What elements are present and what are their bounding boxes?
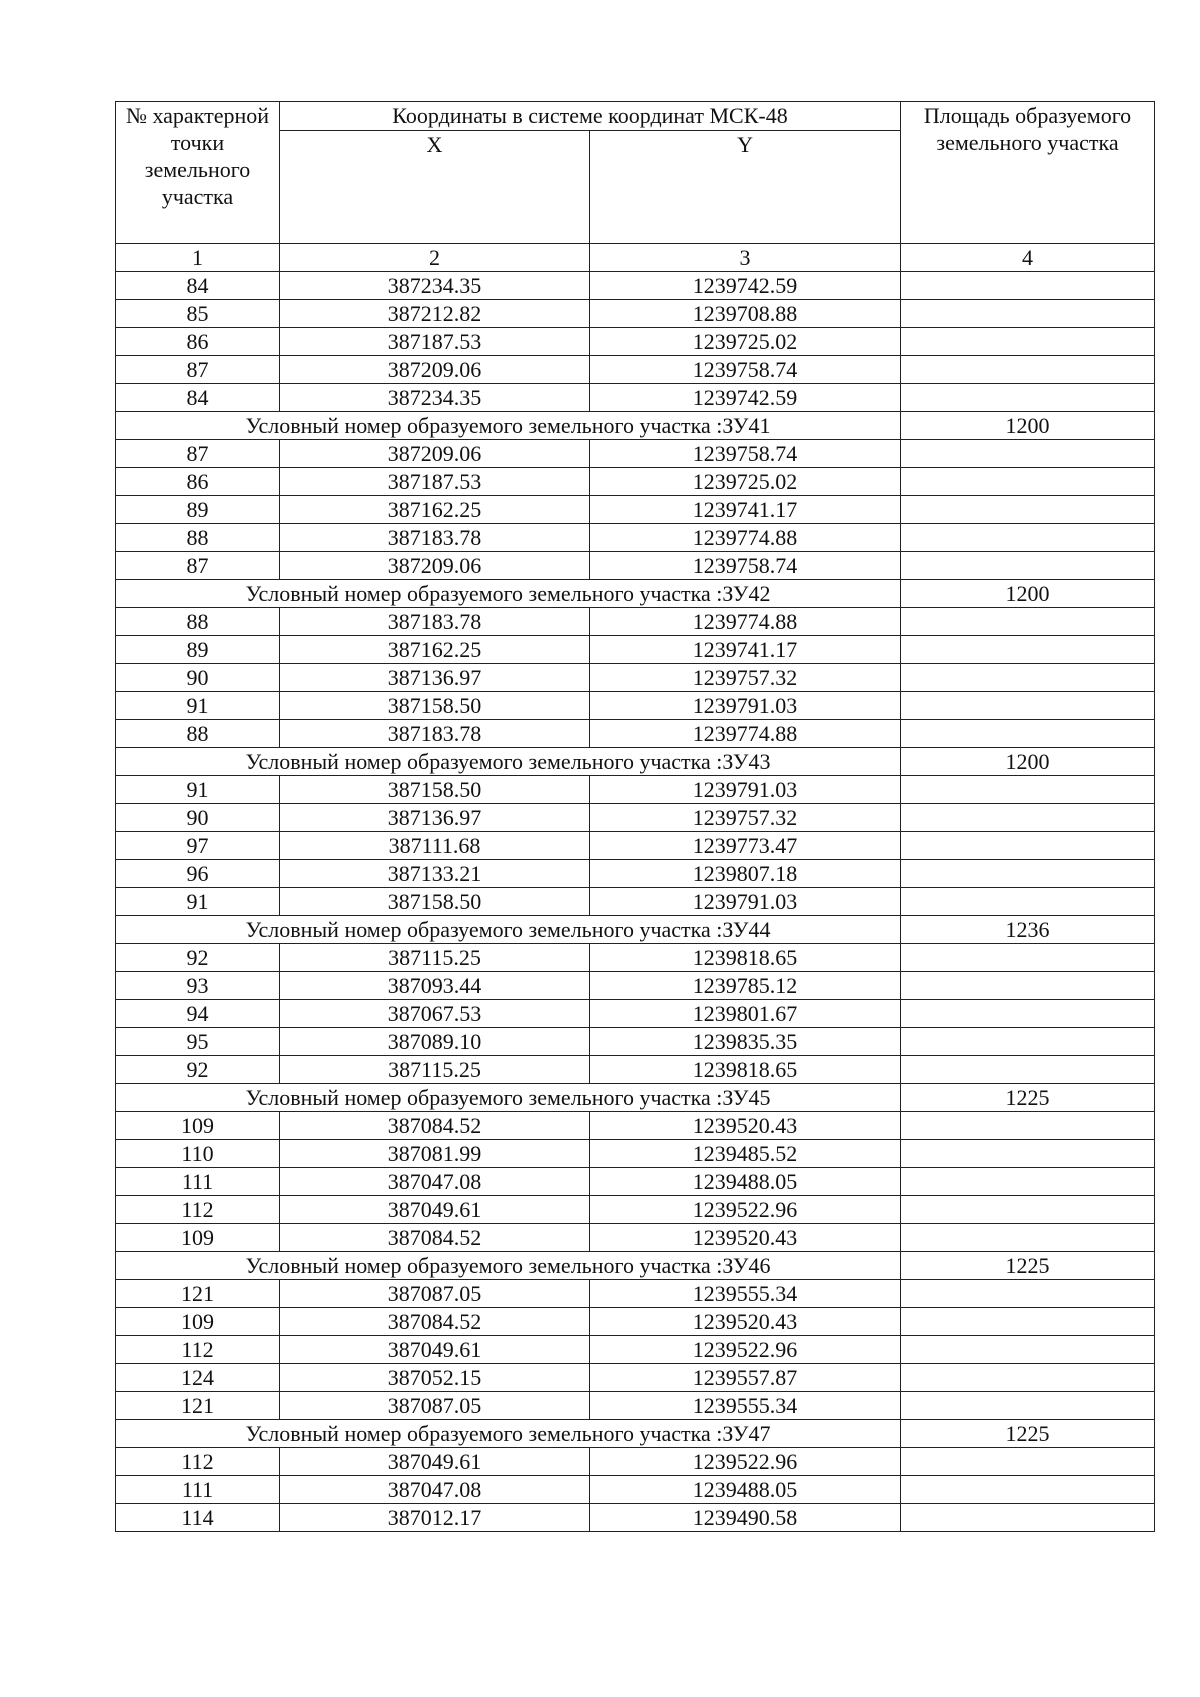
x-coordinate-cell: 387089.10 xyxy=(280,1028,590,1056)
area-cell xyxy=(901,552,1155,580)
parcel-label: Условный номер образуемого земельного участка :ЗУ46 xyxy=(116,1252,901,1280)
table-row xyxy=(116,300,1155,328)
x-coordinate-cell: 387133.21 xyxy=(280,860,590,888)
point-number-cell: 109 xyxy=(116,1112,280,1140)
x-coordinate-cell: 387158.50 xyxy=(280,888,590,916)
x-coordinate-cell: 387087.05 xyxy=(280,1280,590,1308)
area-cell xyxy=(901,384,1155,412)
point-number-cell: 93 xyxy=(116,972,280,1000)
area-cell xyxy=(901,300,1155,328)
parcel-label: Условный номер образуемого земельного участка :ЗУ44 xyxy=(116,916,901,944)
x-coordinate-cell: 387084.52 xyxy=(280,1308,590,1336)
table-row xyxy=(116,1476,1155,1504)
x-coordinate-cell: 387084.52 xyxy=(280,1224,590,1252)
point-number-cell: 92 xyxy=(116,1056,280,1084)
table-row xyxy=(116,1224,1155,1252)
x-coordinate-cell: 387209.06 xyxy=(280,552,590,580)
x-coordinate-cell: 387111.68 xyxy=(280,832,590,860)
y-coordinate-cell: 1239757.32 xyxy=(590,804,901,832)
parcel-area: 1225 xyxy=(901,1420,1155,1448)
area-cell xyxy=(901,608,1155,636)
area-cell xyxy=(901,944,1155,972)
area-cell xyxy=(901,832,1155,860)
parcel-label: Условный номер образуемого земельного участка :ЗУ41 xyxy=(116,412,901,440)
x-coordinate-cell: 387049.61 xyxy=(280,1336,590,1364)
point-number-cell: 88 xyxy=(116,608,280,636)
point-number-cell: 121 xyxy=(116,1280,280,1308)
parcel-caption-row xyxy=(116,1252,1155,1280)
area-cell xyxy=(901,1280,1155,1308)
y-coordinate-cell: 1239520.43 xyxy=(590,1308,901,1336)
point-number-cell: 112 xyxy=(116,1448,280,1476)
table-row xyxy=(116,720,1155,748)
y-coordinate-cell: 1239555.34 xyxy=(590,1392,901,1420)
column-number-3: 3 xyxy=(590,244,901,272)
column-number-2: 2 xyxy=(280,244,590,272)
table-row xyxy=(116,1028,1155,1056)
table-row xyxy=(116,888,1155,916)
table-row xyxy=(116,692,1155,720)
area-cell xyxy=(901,468,1155,496)
x-coordinate-cell: 387183.78 xyxy=(280,524,590,552)
area-cell xyxy=(901,1112,1155,1140)
y-coordinate-cell: 1239758.74 xyxy=(590,552,901,580)
column-number-1: 1 xyxy=(116,244,280,272)
parcel-label: Условный номер образуемого земельного участка :ЗУ45 xyxy=(116,1084,901,1112)
point-number-cell: 91 xyxy=(116,888,280,916)
point-number-cell: 112 xyxy=(116,1196,280,1224)
x-coordinate-cell: 387183.78 xyxy=(280,720,590,748)
y-coordinate-cell: 1239741.17 xyxy=(590,636,901,664)
coordinates-table xyxy=(115,101,1155,1532)
x-coordinate-cell: 387049.61 xyxy=(280,1448,590,1476)
y-coordinate-cell: 1239725.02 xyxy=(590,328,901,356)
table-row xyxy=(116,524,1155,552)
area-cell xyxy=(901,356,1155,384)
y-coordinate-cell: 1239742.59 xyxy=(590,272,901,300)
point-number-cell: 111 xyxy=(116,1476,280,1504)
y-coordinate-cell: 1239785.12 xyxy=(590,972,901,1000)
parcel-label: Условный номер образуемого земельного участка :ЗУ47 xyxy=(116,1420,901,1448)
area-cell xyxy=(901,1448,1155,1476)
parcel-label: Условный номер образуемого земельного участка :ЗУ42 xyxy=(116,580,901,608)
table-row xyxy=(116,1056,1155,1084)
x-coordinate-cell: 387049.61 xyxy=(280,1196,590,1224)
y-coordinate-cell: 1239725.02 xyxy=(590,468,901,496)
table-row xyxy=(116,1112,1155,1140)
x-coordinate-cell: 387115.25 xyxy=(280,944,590,972)
area-cell xyxy=(901,776,1155,804)
x-coordinate-cell: 387212.82 xyxy=(280,300,590,328)
y-coordinate-cell: 1239742.59 xyxy=(590,384,901,412)
table-row xyxy=(116,1280,1155,1308)
table-row xyxy=(116,1168,1155,1196)
header-y: Y xyxy=(590,131,901,244)
y-coordinate-cell: 1239520.43 xyxy=(590,1224,901,1252)
point-number-cell: 86 xyxy=(116,468,280,496)
point-number-cell: 124 xyxy=(116,1364,280,1392)
table-row xyxy=(116,664,1155,692)
table-row xyxy=(116,1448,1155,1476)
area-cell xyxy=(901,972,1155,1000)
x-coordinate-cell: 387115.25 xyxy=(280,1056,590,1084)
table-row xyxy=(116,608,1155,636)
x-coordinate-cell: 387234.35 xyxy=(280,272,590,300)
table-row xyxy=(116,1308,1155,1336)
parcel-area: 1236 xyxy=(901,916,1155,944)
y-coordinate-cell: 1239485.52 xyxy=(590,1140,901,1168)
point-number-cell: 86 xyxy=(116,328,280,356)
point-number-cell: 91 xyxy=(116,776,280,804)
table-row xyxy=(116,972,1155,1000)
area-cell xyxy=(901,1476,1155,1504)
x-coordinate-cell: 387209.06 xyxy=(280,356,590,384)
table-row xyxy=(116,1000,1155,1028)
table-row xyxy=(116,1364,1155,1392)
point-number-cell: 84 xyxy=(116,272,280,300)
table-row xyxy=(116,776,1155,804)
x-coordinate-cell: 387136.97 xyxy=(280,804,590,832)
x-coordinate-cell: 387234.35 xyxy=(280,384,590,412)
x-coordinate-cell: 387136.97 xyxy=(280,664,590,692)
area-cell xyxy=(901,804,1155,832)
point-number-cell: 96 xyxy=(116,860,280,888)
table-row xyxy=(116,944,1155,972)
x-coordinate-cell: 387158.50 xyxy=(280,776,590,804)
x-coordinate-cell: 387187.53 xyxy=(280,468,590,496)
area-cell xyxy=(901,1056,1155,1084)
table-row xyxy=(116,272,1155,300)
area-cell xyxy=(901,1168,1155,1196)
point-number-cell: 87 xyxy=(116,552,280,580)
parcel-area: 1225 xyxy=(901,1252,1155,1280)
area-cell xyxy=(901,524,1155,552)
parcel-caption-row xyxy=(116,916,1155,944)
area-cell xyxy=(901,692,1155,720)
table-row xyxy=(116,384,1155,412)
x-coordinate-cell: 387047.08 xyxy=(280,1168,590,1196)
x-coordinate-cell: 387183.78 xyxy=(280,608,590,636)
table-row xyxy=(116,860,1155,888)
y-coordinate-cell: 1239773.47 xyxy=(590,832,901,860)
x-coordinate-cell: 387047.08 xyxy=(280,1476,590,1504)
area-cell xyxy=(901,1364,1155,1392)
point-number-cell: 110 xyxy=(116,1140,280,1168)
table-body xyxy=(116,272,1155,1532)
point-number-cell: 92 xyxy=(116,944,280,972)
y-coordinate-cell: 1239791.03 xyxy=(590,888,901,916)
parcel-area: 1200 xyxy=(901,580,1155,608)
x-coordinate-cell: 387052.15 xyxy=(280,1364,590,1392)
table-row xyxy=(116,1336,1155,1364)
area-cell xyxy=(901,1504,1155,1532)
y-coordinate-cell: 1239488.05 xyxy=(590,1168,901,1196)
table-row xyxy=(116,636,1155,664)
y-coordinate-cell: 1239774.88 xyxy=(590,524,901,552)
table-row xyxy=(116,356,1155,384)
area-cell xyxy=(901,888,1155,916)
table-row xyxy=(116,804,1155,832)
x-coordinate-cell: 387084.52 xyxy=(280,1112,590,1140)
table-row xyxy=(116,440,1155,468)
x-coordinate-cell: 387209.06 xyxy=(280,440,590,468)
point-number-cell: 97 xyxy=(116,832,280,860)
point-number-cell: 88 xyxy=(116,720,280,748)
x-coordinate-cell: 387162.25 xyxy=(280,496,590,524)
header-x: X xyxy=(280,131,590,244)
parcel-area: 1200 xyxy=(901,412,1155,440)
parcel-caption-row xyxy=(116,1084,1155,1112)
point-number-cell: 87 xyxy=(116,440,280,468)
y-coordinate-cell: 1239818.65 xyxy=(590,944,901,972)
area-cell xyxy=(901,1140,1155,1168)
y-coordinate-cell: 1239791.03 xyxy=(590,692,901,720)
area-cell xyxy=(901,1392,1155,1420)
y-coordinate-cell: 1239522.96 xyxy=(590,1196,901,1224)
y-coordinate-cell: 1239488.05 xyxy=(590,1476,901,1504)
y-coordinate-cell: 1239557.87 xyxy=(590,1364,901,1392)
area-cell xyxy=(901,636,1155,664)
y-coordinate-cell: 1239774.88 xyxy=(590,608,901,636)
area-cell xyxy=(901,1028,1155,1056)
area-cell xyxy=(901,664,1155,692)
table-row xyxy=(116,832,1155,860)
area-cell xyxy=(901,1336,1155,1364)
point-number-cell: 89 xyxy=(116,496,280,524)
y-coordinate-cell: 1239741.17 xyxy=(590,496,901,524)
point-number-cell: 90 xyxy=(116,804,280,832)
area-cell xyxy=(901,1000,1155,1028)
parcel-area: 1200 xyxy=(901,748,1155,776)
area-cell xyxy=(901,1308,1155,1336)
parcel-label: Условный номер образуемого земельного участка :ЗУ43 xyxy=(116,748,901,776)
parcel-caption-row xyxy=(116,580,1155,608)
y-coordinate-cell: 1239490.58 xyxy=(590,1504,901,1532)
area-cell xyxy=(901,1196,1155,1224)
table-row xyxy=(116,1392,1155,1420)
y-coordinate-cell: 1239774.88 xyxy=(590,720,901,748)
point-number-cell: 121 xyxy=(116,1392,280,1420)
area-cell xyxy=(901,440,1155,468)
point-number-cell: 112 xyxy=(116,1336,280,1364)
point-number-cell: 90 xyxy=(116,664,280,692)
area-cell xyxy=(901,720,1155,748)
table-row xyxy=(116,1504,1155,1532)
point-number-cell: 85 xyxy=(116,300,280,328)
area-cell xyxy=(901,1224,1155,1252)
parcel-caption-row xyxy=(116,1420,1155,1448)
x-coordinate-cell: 387012.17 xyxy=(280,1504,590,1532)
point-number-cell: 95 xyxy=(116,1028,280,1056)
table-row xyxy=(116,496,1155,524)
y-coordinate-cell: 1239818.65 xyxy=(590,1056,901,1084)
parcel-caption-row xyxy=(116,748,1155,776)
point-number-cell: 87 xyxy=(116,356,280,384)
point-number-cell: 114 xyxy=(116,1504,280,1532)
x-coordinate-cell: 387187.53 xyxy=(280,328,590,356)
point-number-cell: 109 xyxy=(116,1308,280,1336)
table-row xyxy=(116,1196,1155,1224)
point-number-cell: 111 xyxy=(116,1168,280,1196)
table-row xyxy=(116,328,1155,356)
point-number-cell: 91 xyxy=(116,692,280,720)
parcel-area: 1225 xyxy=(901,1084,1155,1112)
x-coordinate-cell: 387087.05 xyxy=(280,1392,590,1420)
x-coordinate-cell: 387081.99 xyxy=(280,1140,590,1168)
area-cell xyxy=(901,860,1155,888)
header-coordinates: Координаты в системе координат МСК-48 xyxy=(280,102,901,131)
y-coordinate-cell: 1239522.96 xyxy=(590,1448,901,1476)
table-row xyxy=(116,468,1155,496)
y-coordinate-cell: 1239757.32 xyxy=(590,664,901,692)
point-number-cell: 94 xyxy=(116,1000,280,1028)
x-coordinate-cell: 387067.53 xyxy=(280,1000,590,1028)
table-header xyxy=(116,102,1155,272)
column-number-4: 4 xyxy=(901,244,1155,272)
header-area: Площадь образуемого земельного участка xyxy=(901,102,1155,244)
y-coordinate-cell: 1239835.35 xyxy=(590,1028,901,1056)
x-coordinate-cell: 387158.50 xyxy=(280,692,590,720)
point-number-cell: 84 xyxy=(116,384,280,412)
y-coordinate-cell: 1239522.96 xyxy=(590,1336,901,1364)
y-coordinate-cell: 1239801.67 xyxy=(590,1000,901,1028)
point-number-cell: 89 xyxy=(116,636,280,664)
table-row xyxy=(116,1140,1155,1168)
y-coordinate-cell: 1239758.74 xyxy=(590,356,901,384)
y-coordinate-cell: 1239708.88 xyxy=(590,300,901,328)
y-coordinate-cell: 1239758.74 xyxy=(590,440,901,468)
area-cell xyxy=(901,496,1155,524)
y-coordinate-cell: 1239791.03 xyxy=(590,776,901,804)
parcel-caption-row xyxy=(116,412,1155,440)
header-point-number: № характерной точки земельного участка xyxy=(116,102,280,244)
point-number-cell: 88 xyxy=(116,524,280,552)
y-coordinate-cell: 1239520.43 xyxy=(590,1112,901,1140)
y-coordinate-cell: 1239807.18 xyxy=(590,860,901,888)
area-cell xyxy=(901,328,1155,356)
table-row xyxy=(116,552,1155,580)
x-coordinate-cell: 387162.25 xyxy=(280,636,590,664)
point-number-cell: 109 xyxy=(116,1224,280,1252)
area-cell xyxy=(901,272,1155,300)
y-coordinate-cell: 1239555.34 xyxy=(590,1280,901,1308)
x-coordinate-cell: 387093.44 xyxy=(280,972,590,1000)
